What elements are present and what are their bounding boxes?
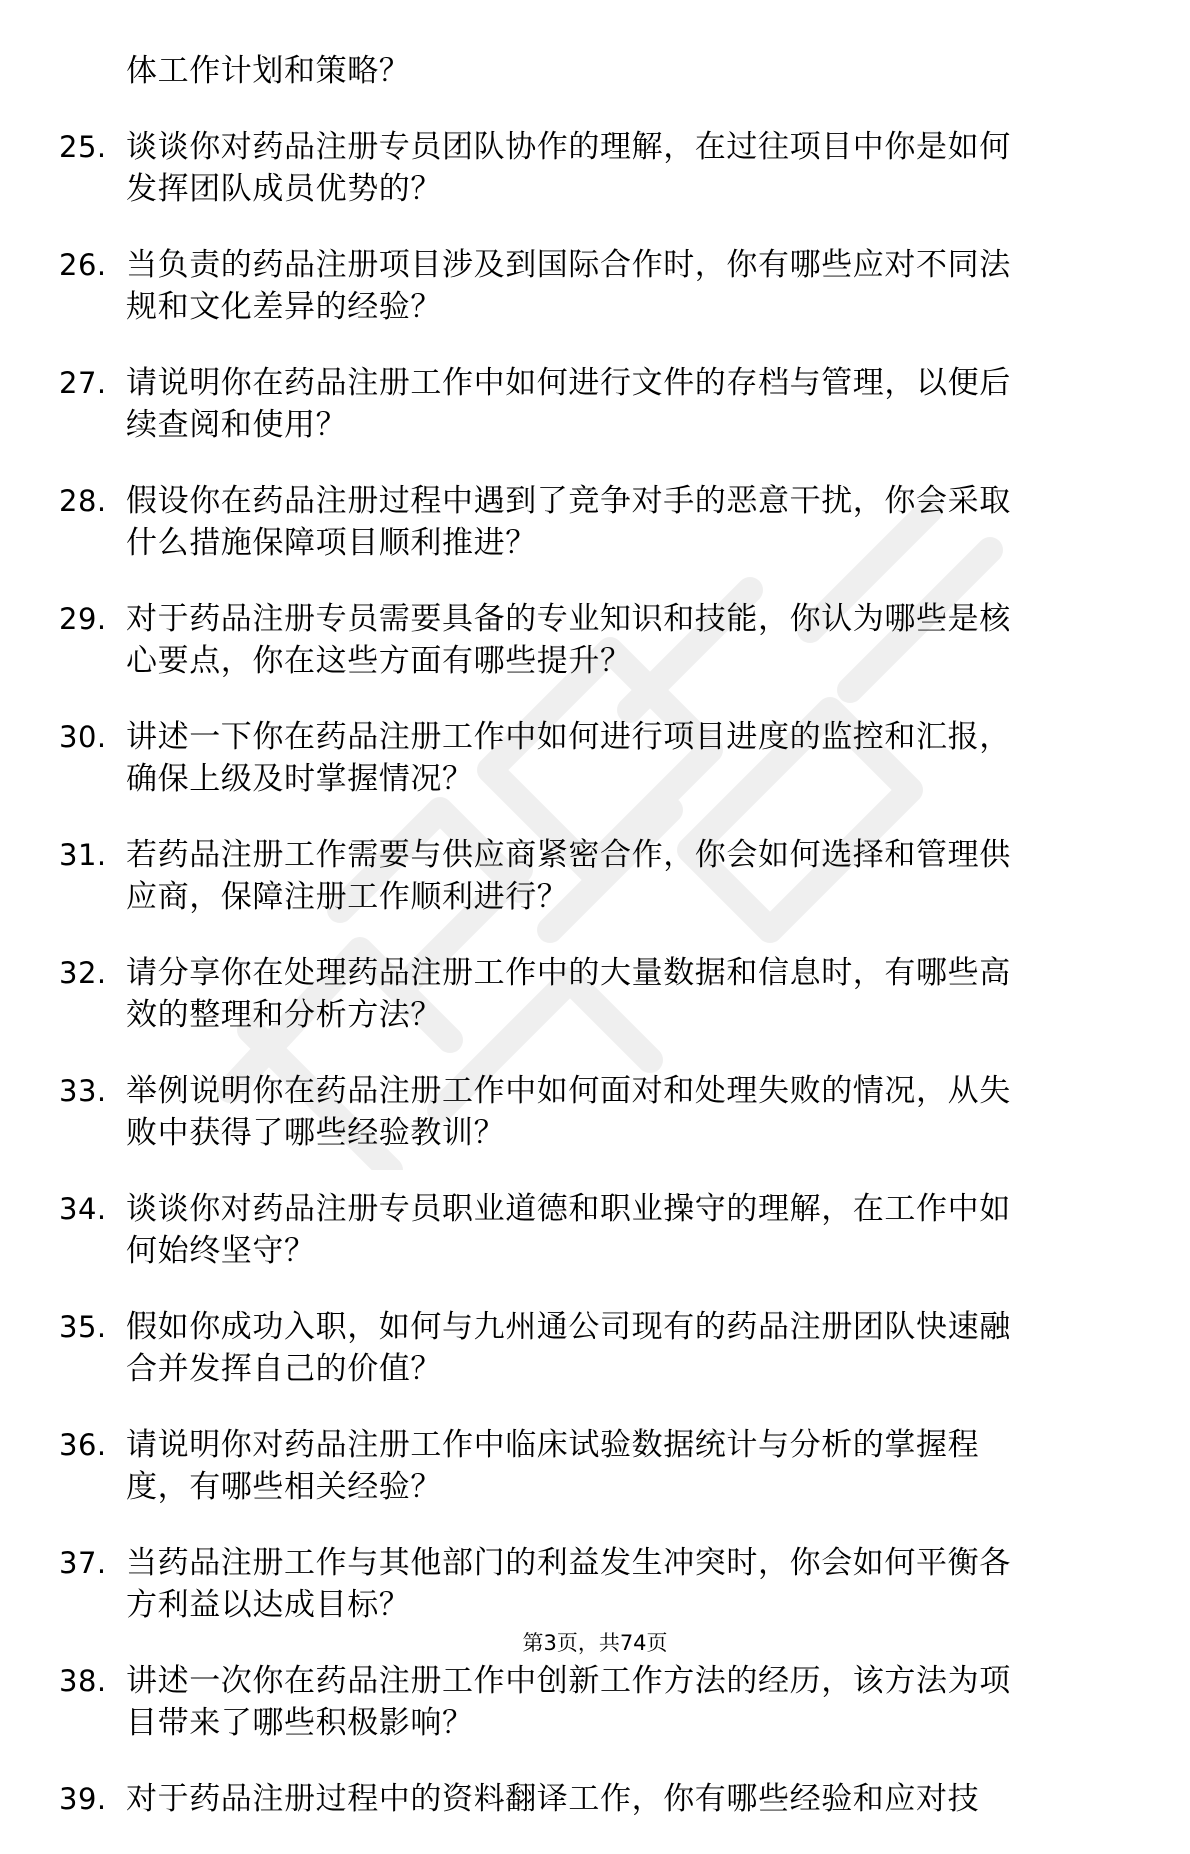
question-text [126, 1306, 1108, 1390]
list-item [0, 50, 1190, 92]
question-number: 27. [59, 366, 107, 400]
list-item [0, 1306, 1190, 1390]
list-item [0, 716, 1190, 800]
question-line: 合并发挥自己的价值？ [126, 1351, 442, 1387]
question-line: 何始终坚守？ [126, 1233, 316, 1269]
question-text [126, 598, 1108, 682]
question-line: 谈谈你对药品注册专员团队协作的理解，在过往项目中你是如何 [126, 129, 1011, 165]
question-number: 25. [59, 130, 107, 164]
list-item [0, 1424, 1190, 1508]
question-list [0, 50, 1190, 1854]
question-line: 假如你成功入职，如何与九州通公司现有的药品注册团队快速融 [126, 1309, 1011, 1345]
question-text [126, 1424, 1108, 1508]
question-line: 什么措施保障项目顺利推进？ [126, 525, 537, 561]
question-number: 36. [59, 1428, 107, 1462]
question-line: 讲述一下你在药品注册工作中如何进行项目进度的监控和汇报， [126, 719, 1011, 755]
list-item [0, 362, 1190, 446]
question-line: 目带来了哪些积极影响？ [126, 1705, 474, 1741]
page-number-footer: 第3页，共74页 [522, 1631, 668, 1655]
question-line: 心要点，你在这些方面有哪些提升？ [126, 643, 632, 679]
question-text [126, 244, 1108, 328]
question-text [126, 480, 1108, 564]
question-text [126, 716, 1108, 800]
question-line: 当药品注册工作与其他部门的利益发生冲突时，你会如何平衡各 [126, 1545, 1011, 1581]
list-item [0, 480, 1190, 564]
question-line: 讲述一次你在药品注册工作中创新工作方法的经历，该方法为项 [126, 1663, 1011, 1699]
question-line: 续查阅和使用？ [126, 407, 348, 443]
question-line: 应商，保障注册工作顺利进行？ [126, 879, 569, 915]
question-text [126, 50, 1108, 92]
list-item [0, 1660, 1190, 1744]
question-line: 体工作计划和策略？ [126, 53, 411, 89]
question-number: 38. [59, 1664, 107, 1698]
question-line: 方利益以达成目标？ [126, 1587, 411, 1623]
list-item [0, 952, 1190, 1036]
list-item [0, 834, 1190, 918]
list-item [0, 126, 1190, 210]
question-text [126, 1542, 1108, 1626]
list-item [0, 1070, 1190, 1154]
list-item [0, 1188, 1190, 1272]
question-line: 对于药品注册过程中的资料翻译工作，你有哪些经验和应对技 [126, 1781, 980, 1817]
question-line: 确保上级及时掌握情况？ [126, 761, 474, 797]
question-line: 当负责的药品注册项目涉及到国际合作时，你有哪些应对不同法 [126, 247, 1011, 283]
question-number: 35. [59, 1310, 107, 1344]
list-item [0, 598, 1190, 682]
question-number: 39. [59, 1782, 107, 1816]
question-line: 请说明你在药品注册工作中如何进行文件的存档与管理，以便后 [126, 365, 1011, 401]
question-text [126, 834, 1108, 918]
question-number: 28. [59, 484, 107, 518]
question-text [126, 362, 1108, 446]
list-item [0, 1778, 1190, 1820]
question-text [126, 1778, 1108, 1820]
question-text [126, 1070, 1108, 1154]
question-number: 33. [59, 1074, 107, 1108]
question-number: 37. [59, 1546, 107, 1580]
question-line: 举例说明你在药品注册工作中如何面对和处理失败的情况，从失 [126, 1073, 1011, 1109]
question-line: 败中获得了哪些经验教训？ [126, 1115, 506, 1151]
question-text [126, 126, 1108, 210]
question-line: 对于药品注册专员需要具备的专业知识和技能，你认为哪些是核 [126, 601, 1011, 637]
question-line: 规和文化差异的经验？ [126, 289, 442, 325]
question-text [126, 1660, 1108, 1744]
question-line: 效的整理和分析方法？ [126, 997, 442, 1033]
list-item [0, 1542, 1190, 1626]
question-number: 32. [59, 956, 107, 990]
question-line: 请说明你对药品注册工作中临床试验数据统计与分析的掌握程 [126, 1427, 980, 1463]
question-text [126, 952, 1108, 1036]
question-line: 若药品注册工作需要与供应商紧密合作，你会如何选择和管理供 [126, 837, 1011, 873]
question-line: 请分享你在处理药品注册工作中的大量数据和信息时，有哪些高 [126, 955, 1011, 991]
question-number: 31. [59, 838, 107, 872]
question-number: 30. [59, 720, 107, 754]
question-line: 假设你在药品注册过程中遇到了竞争对手的恶意干扰，你会采取 [126, 483, 1011, 519]
question-line: 度，有哪些相关经验？ [126, 1469, 442, 1505]
question-number: 26. [59, 248, 107, 282]
question-number: 34. [59, 1192, 107, 1226]
question-line: 发挥团队成员优势的？ [126, 171, 442, 207]
question-number: 29. [59, 602, 107, 636]
list-item [0, 244, 1190, 328]
question-line: 谈谈你对药品注册专员职业道德和职业操守的理解，在工作中如 [126, 1191, 1011, 1227]
question-text [126, 1188, 1108, 1272]
